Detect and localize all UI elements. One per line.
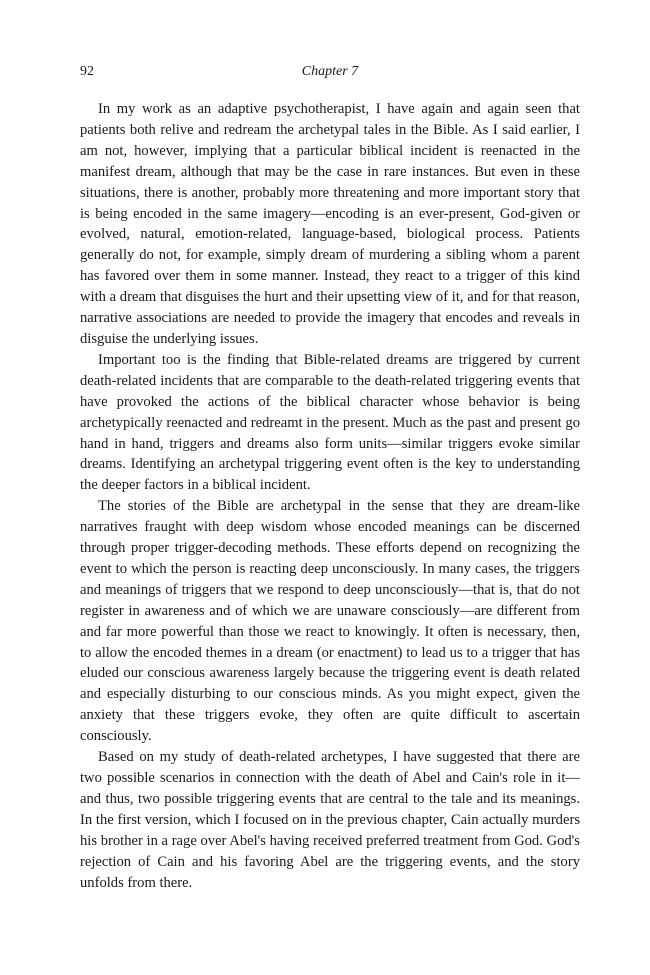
page-number: 92 [80, 64, 94, 79]
paragraph-2: Important too is the finding that Bible-related dreams are triggered by current death-related incidents that are comparable to the death-related triggering events that have provoked the actions of the biblical character whose behavior is being archetypically reenacted and redreamt in the present. Much as the past and present go hand in hand, triggers and dreams also form units—similar triggers evoke similar dreams. Identifying an archetypal triggering event often is the key to understanding the deeper factors in a biblical incident. [80, 351, 580, 494]
chapter-title: Chapter 7 [301, 64, 359, 79]
paragraph-1: In my work as an adaptive psychotherapist, I have again and again seen that patients both relive and redream the archetypal tales in the Bible. As I said earlier, I am not, however, implying that a particular biblical incident is reenacted in the manifest dream, although that may be the case in rare instances. But even in these situations, there is another, probably more threatening and more important story that is being encoded in the same imagery—encoding is an ever-present, God-given or evolved, natural, emotion-related, language-based, biological process. Patients generally do not, for example, simply dream of murdering a sibling whom a parent has favored over them in some manner. Instead, they react to a trigger of this kind with a dream that disguises the hurt and their upsetting view of it, and for that reason, narrative associations are needed to provide the imagery that encodes and reveals in disguise the underlying issues. [80, 101, 580, 347]
running-head [80, 64, 580, 84]
body-text [80, 99, 580, 893]
paragraph-4: Based on my study of death-related archetypes, I have suggested that there are two possible scenarios in connection with the death of Abel and Cain's role in it—and thus, two possible triggering events that are central to the tale and its meanings. In the first version, which I focused on in the previous chapter, Cain actually murders his brother in a rage over Abel's having received preferred treatment from God. God's rejection of Cain and his favoring Abel are the triggering events, and the story unfolds from there. [80, 749, 580, 891]
paragraph-3: The stories of the Bible are archetypal in the sense that they are dream-like narratives fraught with deep wisdom whose encoded meanings can be discerned through proper trigger-decoding methods. These efforts depend on recognizing the event to which the person is reacting deep unconsciously. In many cases, the triggers and meanings of triggers that we respond to deep unconsciously—that is, that do not register in awareness and of which we are unaware consciously—are different from and far more powerful than those we react to knowingly. It often is necessary, then, to allow the encoded themes in a dream (or enactment) to lead us to a trigger that has eluded our conscious awareness largely because the triggering event is death related and especially disturbing to our conscious minds. As you might expect, given the anxiety that these triggers evoke, they often are quite difficult to ascertain consciously. [80, 498, 580, 745]
